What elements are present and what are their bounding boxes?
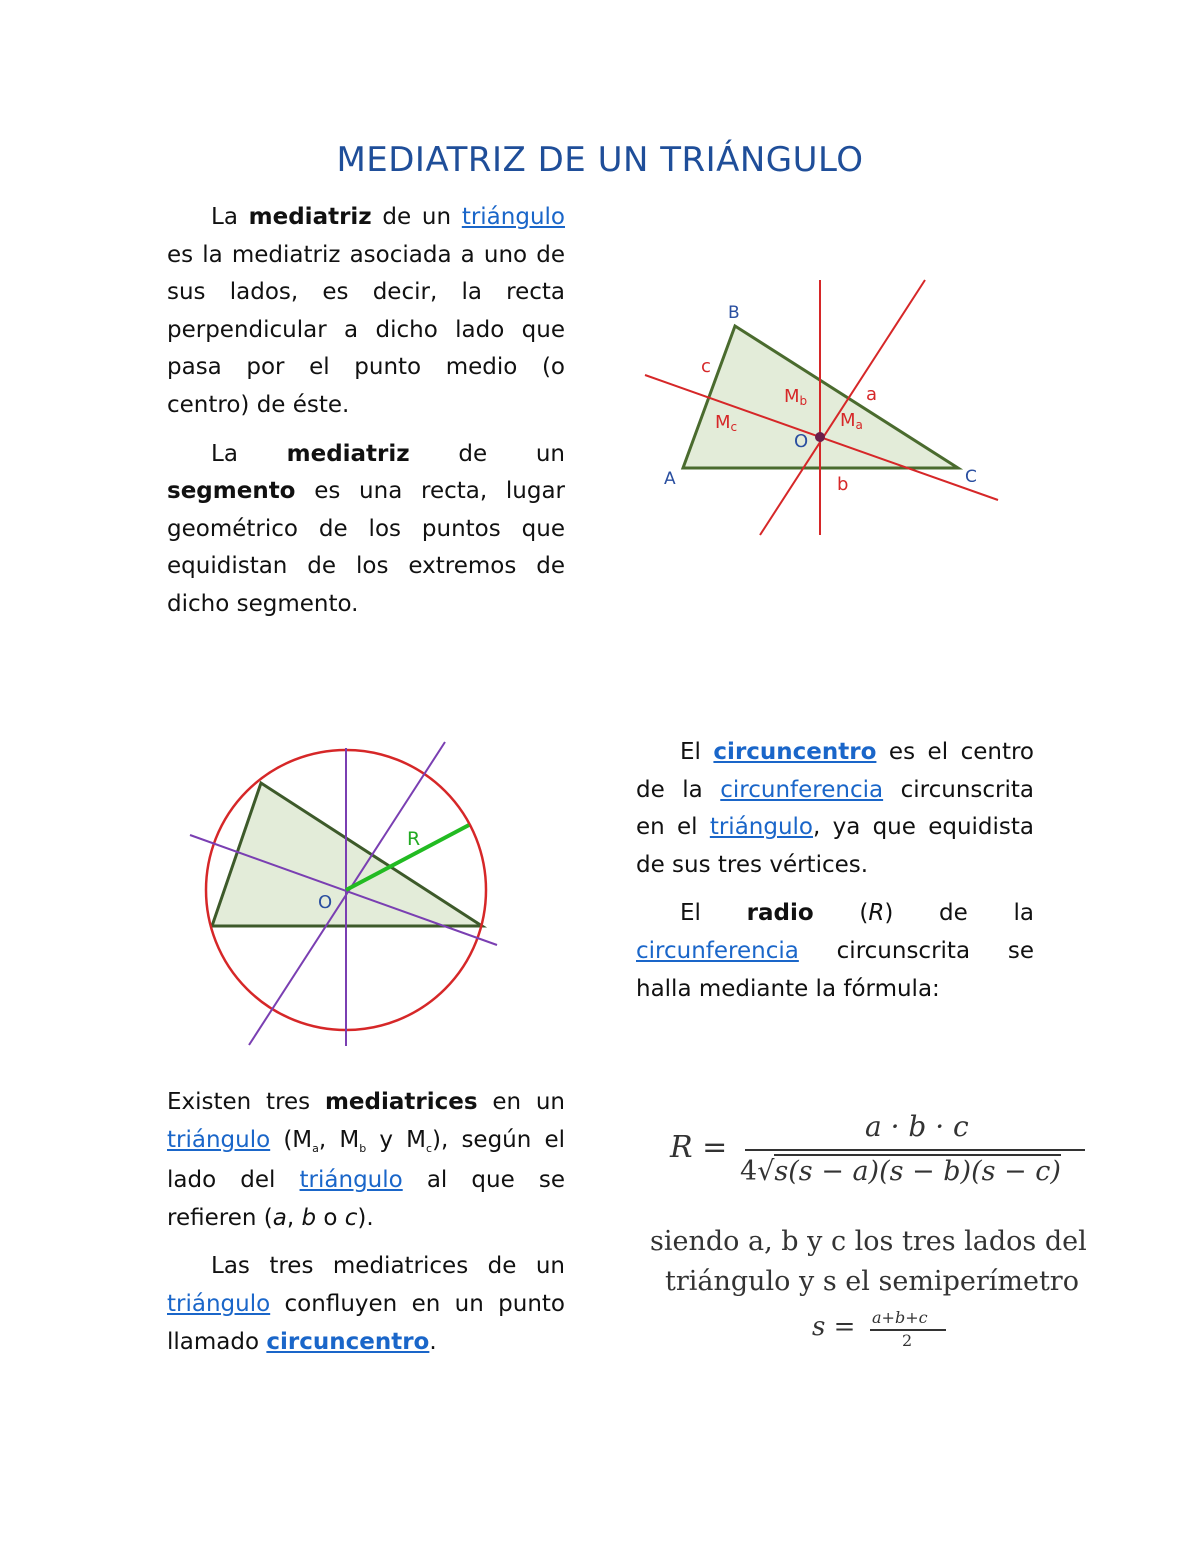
semiperimeter-num: a+b+c [872,1308,928,1327]
text: es la mediatriz asociada a uno de sus lados, es decir, la recta perpendicular a dicho lado que pasa por el punto medio (o centro) de éste. [167,241,565,418]
den-coef: 4 [740,1156,758,1187]
label-O: O [318,892,333,913]
label-M: M [784,386,800,407]
subscript: a [312,1141,319,1155]
text: El [680,900,747,927]
circumcenter-point [815,432,825,442]
link-triangulo[interactable]: triángulo [461,204,565,230]
semiperimeter-lhs: s = [812,1312,856,1342]
formula-numerator: a · b · c [865,1110,969,1143]
link-triangulo[interactable]: triángulo [167,1126,271,1153]
radius-formula [650,1100,1120,1360]
formula-lhs: R = [670,1130,728,1165]
text: , M [318,1126,360,1153]
text: ), según el lado del [167,1126,566,1194]
intro-text [167,199,565,635]
link-circunferencia[interactable]: circunferencia [720,776,884,803]
text: ) de la [884,900,1034,927]
text: ( [813,900,869,927]
formula-note-line1: siendo a, b y c los tres lados del [650,1226,1087,1257]
text: en un [477,1089,565,1115]
label-sub: a [855,418,863,432]
text: , [286,1204,302,1231]
bold-term: mediatriz [286,440,410,467]
circuncentro-text [636,734,1034,1019]
fraction-bar [745,1149,1085,1151]
text: circunscrita se halla mediante la fórmula: [636,937,1034,1002]
subscript: c [425,1141,433,1155]
paragraph-confluyen [167,1248,565,1361]
italic-term: c [344,1204,358,1231]
text: confluyen en un punto llamado [167,1290,565,1355]
mediatrices-text [167,1084,565,1372]
text: circunscrita en el [636,776,1034,841]
italic-term: b [301,1204,317,1231]
label-C: C [965,467,977,487]
paragraph-tres-mediatrices [167,1084,565,1237]
label-b: b [837,474,849,495]
label-O: O [794,431,809,452]
text: (M [270,1126,313,1153]
text: al que se refieren ( [167,1167,565,1231]
label-B: B [728,303,740,323]
text: Existen tres [167,1089,325,1115]
bold-term: mediatrices [324,1089,478,1115]
link-circuncentro[interactable]: circuncentro [266,1328,430,1355]
text: o [316,1204,345,1231]
label-A: A [664,469,676,489]
sqrt-icon: √ [757,1156,775,1187]
bold-term: radio [746,900,814,927]
label-sub: c [730,420,738,434]
text: es una recta, lugar geométrico de los puntos que equidistan de los extremos de dicho segmento. [167,478,565,617]
formula-denominator [740,1156,1061,1187]
subscript: b [359,1141,367,1155]
text: La [211,440,287,467]
italic-term: a [272,1204,287,1231]
link-triangulo[interactable]: triángulo [299,1167,403,1194]
text: Las tres mediatrices de un [211,1253,565,1280]
link-triangulo[interactable]: triángulo [709,814,814,841]
semiperimeter-den: 2 [902,1331,913,1350]
italic-term: R [868,900,885,927]
circumcircle-figure [185,740,505,1050]
bold-term: segmento [167,478,296,505]
bold-term: mediatriz [248,204,372,230]
label-c: c [701,356,711,377]
den-radicand: s(s − a)(s − b)(s − c) [774,1156,1061,1187]
label-sub: b [799,394,808,408]
link-circuncentro[interactable]: circuncentro [713,739,877,765]
text: La [211,204,249,230]
paragraph-mediatriz-triangulo [167,199,565,425]
label-M: M [840,410,856,431]
paragraph-mediatriz-segmento [167,436,565,624]
label-a: a [866,384,878,405]
text: de un [371,204,462,230]
label-M: M [715,412,731,433]
text: y M [366,1126,426,1153]
paragraph-circuncentro [636,734,1034,884]
text: El [680,739,714,765]
formula-note-line2: triángulo y s el semiperímetro [665,1266,1079,1297]
link-triangulo[interactable]: triángulo [167,1290,271,1317]
text: de un [409,440,565,467]
paragraph-radio [636,895,1034,1008]
text: ). [357,1204,374,1231]
link-circunferencia[interactable]: circunferencia [636,937,799,964]
text: , ya que equidista de sus tres vértices. [636,814,1034,878]
page-title: MEDIATRIZ DE UN TRIÁNGULO [336,140,864,180]
text: es el centro de la [636,739,1034,803]
text: . [429,1328,437,1355]
triangle-bisectors-figure [630,272,1010,542]
label-R: R [407,828,421,850]
